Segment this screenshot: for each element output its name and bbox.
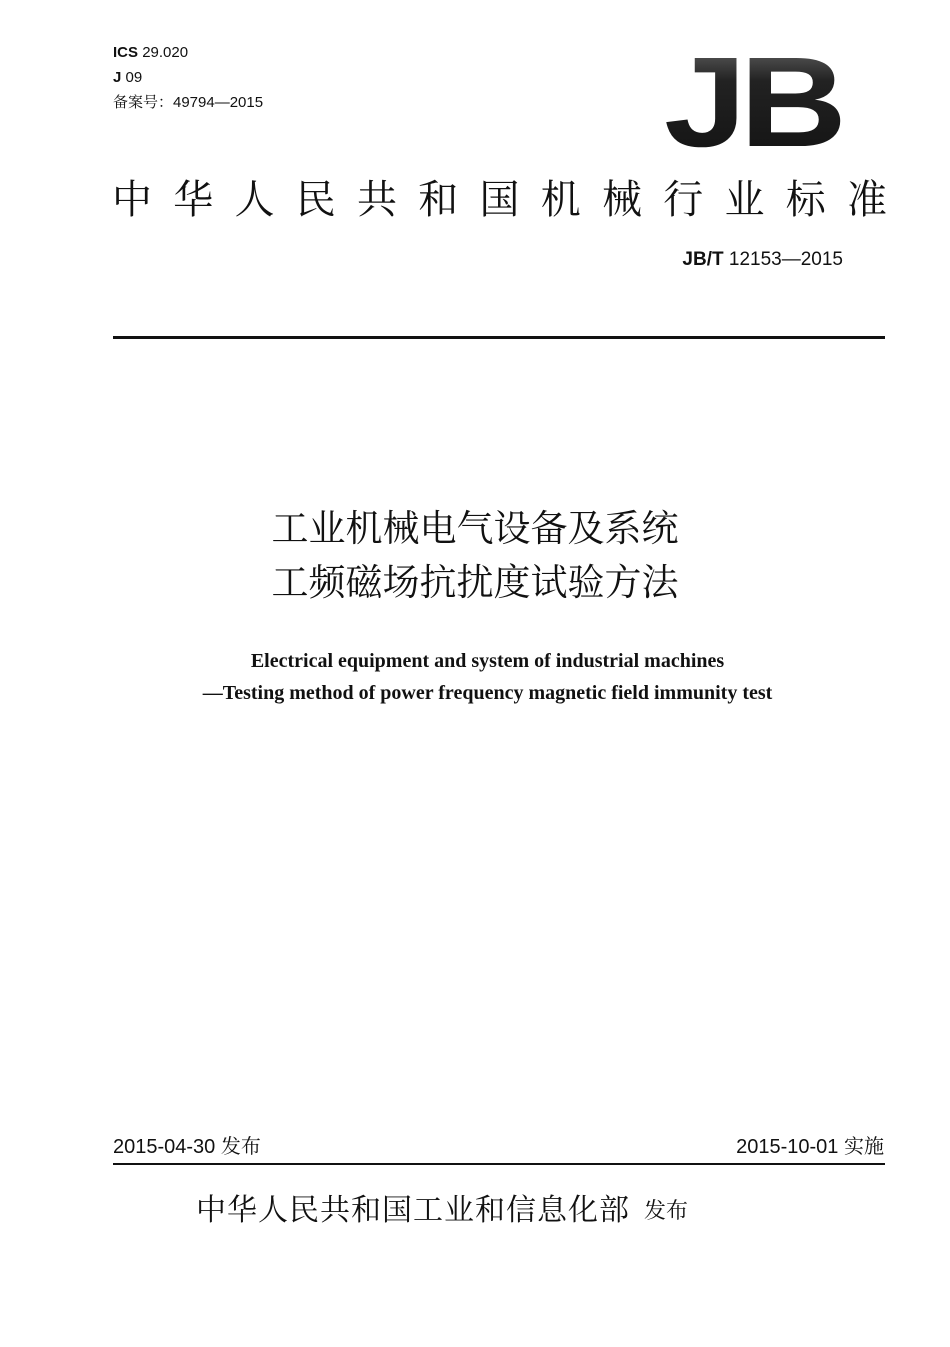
issuer-suffix: 发布 — [644, 1199, 689, 1224]
ccs-label: J — [113, 69, 122, 86]
footer-divider — [113, 1163, 885, 1165]
standard-category-char: 华 — [173, 177, 214, 223]
standard-category-char: 中 — [112, 177, 152, 223]
header-divider — [113, 336, 885, 339]
implementation-date: 2015-10-01 实施 — [736, 1136, 884, 1158]
standard-category-char: 业 — [724, 177, 765, 223]
publish-date: 2015-04-30 发布 — [113, 1136, 261, 1158]
standard-number-prefix: JB/T — [682, 249, 724, 270]
standard-category-char: 机 — [540, 177, 581, 223]
standard-category-title — [112, 172, 887, 228]
chinese-title — [0, 502, 950, 610]
standard-category-char: 人 — [234, 177, 275, 223]
jb-logo-graphic — [662, 48, 842, 152]
chinese-title-line-1: 工业机械电气设备及系统 — [271, 507, 679, 550]
chinese-title-line-2: 工频磁场抗扰度试验方法 — [271, 561, 679, 604]
issuing-authority — [196, 1190, 688, 1233]
standard-category-char: 标 — [785, 177, 826, 223]
standard-number — [682, 247, 843, 273]
english-title — [0, 645, 950, 709]
standard-category-char: 共 — [357, 177, 397, 223]
document-metadata — [113, 40, 263, 115]
filing-number: 备案号：49794—2015 — [113, 94, 264, 111]
standard-number-value: 12153—2015 — [728, 249, 843, 270]
standard-category-char: 械 — [602, 177, 642, 223]
standard-category-char: 国 — [479, 177, 520, 223]
standard-category-char: 和 — [418, 177, 459, 223]
english-title-line-1: Electrical equipment and system of industrial machines — [250, 650, 725, 672]
ccs-value: 09 — [125, 69, 143, 86]
jb-logo-text: JB — [664, 48, 841, 152]
standard-category-char: 准 — [847, 177, 887, 223]
jb-logo — [662, 48, 842, 152]
ics-classification — [113, 40, 263, 65]
ics-label: ICS — [113, 44, 139, 61]
standard-category-char: 行 — [663, 177, 704, 223]
ics-value: 29.020 — [142, 44, 189, 61]
english-title-line-2: —Testing method of power frequency magnetic field immunity test — [202, 682, 773, 704]
ccs-classification — [113, 65, 263, 90]
issuer-name: 中华人民共和国工业和信息化部 — [196, 1193, 630, 1228]
standard-category-char: 民 — [295, 177, 336, 223]
